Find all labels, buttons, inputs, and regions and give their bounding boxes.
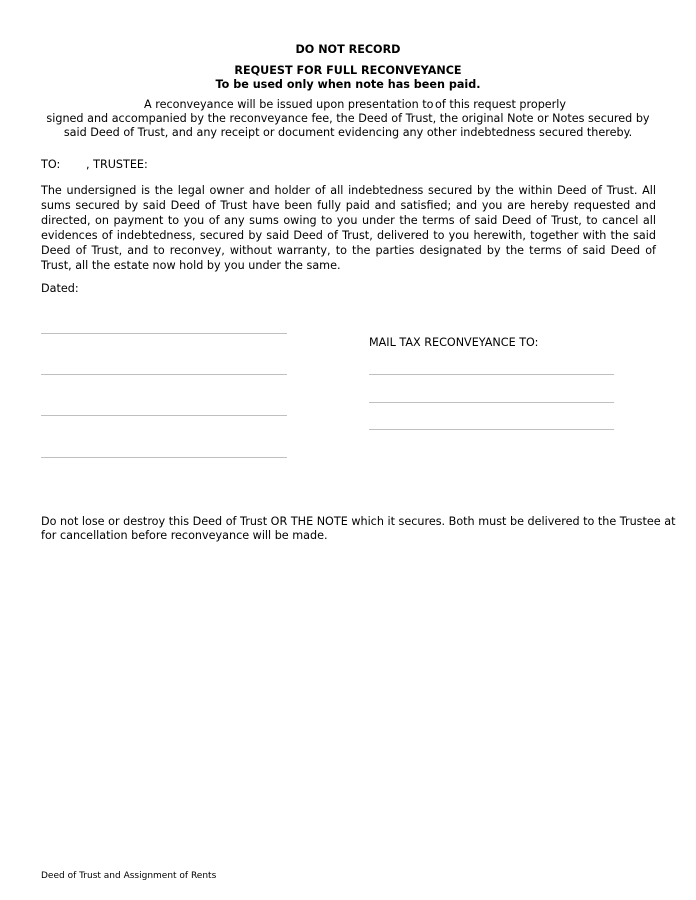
mail-tax-reconveyance-label: MAIL TAX RECONVEYANCE TO: <box>369 336 539 349</box>
signature-line-2 <box>41 374 287 375</box>
page-footer: Deed of Trust and Assignment of Rents <box>41 871 217 881</box>
mail-address-line-2 <box>369 402 614 403</box>
closing-line-1: Do not lose or destroy this Deed of Trust OR THE NOTE which it secures. Both must be delivered to the Trustee at <box>41 515 676 528</box>
mail-address-line-3 <box>369 429 614 430</box>
to-label: TO: <box>41 158 61 171</box>
body-paragraph: The undersigned is the legal owner and holder of all indebtedness secured by the within Deed of Trust. All sums secured by said Deed of Trust have been fully paid and satisfied; and you are hereby requested and directed, on payment to you of any sums owing to you under the terms of said Deed of Trust, to cancel all evidences of indebtedness, secured by said Deed of Trust, delivered to you herewith, together with the said Deed of Trust, and to reconvey, without warranty, to the parties designated by the terms of said Deed of Trust, all the estate now hold by you under the same. <box>41 184 656 272</box>
closing-line-2: for cancellation before reconveyance will be made. <box>41 529 328 542</box>
intro-line-2: signed and accompanied by the reconveyance fee, the Deed of Trust, the original Note or Notes secured by <box>46 112 650 125</box>
signature-line-4 <box>41 457 287 458</box>
do-not-record-heading: DO NOT RECORD <box>295 43 401 56</box>
signature-line-3 <box>41 415 287 416</box>
intro-line-3: said Deed of Trust, and any receipt or document evidencing any other indebtedness secured thereby. <box>63 126 633 139</box>
document-title: REQUEST FOR FULL RECONVEYANCE <box>234 64 462 77</box>
trustee-label: , TRUSTEE: <box>86 158 148 171</box>
signature-line-1 <box>41 333 287 334</box>
mail-address-line-1 <box>369 374 614 375</box>
intro-line-1b: of this request properly <box>435 98 567 111</box>
intro-line-1a: A reconveyance will be issued upon presentation to <box>144 98 434 111</box>
document-subtitle: To be used only when note has been paid. <box>215 78 481 91</box>
dated-label: Dated: <box>41 282 79 295</box>
